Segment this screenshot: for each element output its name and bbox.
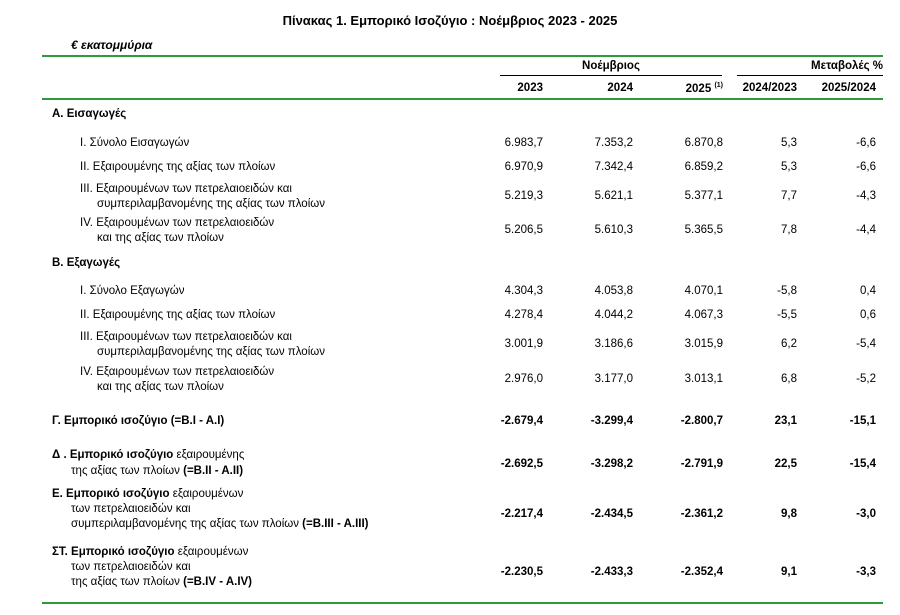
balance-d-change-2024-2023: 22,5 xyxy=(774,458,797,470)
header-bottom-rule xyxy=(42,98,883,100)
imports-row-4-value-2024: 5.610,3 xyxy=(594,224,633,236)
exports-row-3-label-cont: συμπεριλαμβανομένης της αξίας των πλοίων xyxy=(97,346,325,358)
header-top-rule xyxy=(42,55,883,57)
section-imports-title: Α. Εισαγωγές xyxy=(52,108,127,120)
balance-e-label-line3 xyxy=(71,518,369,530)
imports-row-1-value-2025: 6.870,8 xyxy=(684,137,723,149)
balance-st-change-2025-2024: -3,3 xyxy=(856,566,876,578)
imports-row-4-change-2024-2023: 7,8 xyxy=(781,224,797,236)
exports-row-4-label: IV. Εξαιρουμένων των πετρελαιοειδών xyxy=(80,366,275,378)
balance-d-change-2025-2024: -15,4 xyxy=(849,458,876,470)
imports-row-4-value-2025: 5.365,5 xyxy=(684,224,723,236)
exports-row-3-label: III. Εξαιρουμένων των πετρελαιοειδών και xyxy=(80,331,292,343)
balance-st-label-line3-text: της αξίας των πλοίων xyxy=(71,576,184,588)
balance-e-label-line2: των πετρελαιοειδών και xyxy=(71,503,191,515)
imports-row-3-value-2023: 5.219,3 xyxy=(504,190,543,202)
balance-st-label-line2: των πετρελαιοειδών και xyxy=(71,561,191,573)
imports-row-2-value-2025: 6.859,2 xyxy=(684,161,723,173)
exports-row-4-change-2024-2023: 6,8 xyxy=(781,373,797,385)
header-col-2025 xyxy=(660,82,723,95)
header-group-november: Νοέμβριος xyxy=(582,60,640,72)
imports-row-1-label: I. Σύνολο Εισαγωγών xyxy=(80,137,190,149)
table-bottom-rule xyxy=(42,602,883,604)
balance-st-label-bold: ΣΤ. Εμπορικό ισοζύγιο xyxy=(52,546,175,558)
balance-e-label-rest: εξαιρουμένων xyxy=(169,488,244,500)
exports-row-2-value-2023: 4.278,4 xyxy=(504,309,543,321)
balance-st-formula: (=Β.IV - A.IV) xyxy=(183,576,253,588)
balance-e-label-line3-text: συμπεριλαμβανομένης της αξίας των πλοίων xyxy=(71,518,303,530)
exports-row-4-value-2025: 3.013,1 xyxy=(684,373,723,385)
imports-row-1-change-2024-2023: 5,3 xyxy=(781,137,797,149)
exports-row-2-change-2025-2024: 0,6 xyxy=(860,309,876,321)
balance-d-label-rest: εξαιρουμένης xyxy=(173,449,245,461)
balance-g-value-2025: -2.800,7 xyxy=(680,415,723,427)
exports-row-3-value-2025: 3.015,9 xyxy=(684,338,723,350)
imports-row-3-change-2024-2023: 7,7 xyxy=(781,190,797,202)
balance-e-label-bold: Ε. Εμπορικό ισοζύγιο xyxy=(52,488,170,500)
exports-row-4-label-cont: και της αξίας των πλοίων xyxy=(97,381,224,393)
balance-d-value-2025: -2.791,9 xyxy=(680,458,723,470)
imports-row-4-change-2025-2024: -4,4 xyxy=(856,224,876,236)
exports-row-3-change-2025-2024: -5,4 xyxy=(856,338,876,350)
balance-e-label xyxy=(52,488,243,500)
balance-g-label: Γ. Εμπορικό ισοζύγιο (=Β.Ι - Α.Ι) xyxy=(52,415,225,427)
group1-underline xyxy=(500,75,722,76)
imports-row-3-label-cont: συμπεριλαμβανομένης της αξίας των πλοίων xyxy=(97,198,325,210)
imports-row-1-value-2023: 6.983,7 xyxy=(504,137,543,149)
exports-row-1-label: I. Σύνολο Εξαγωγών xyxy=(80,285,185,297)
exports-row-4-change-2025-2024: -5,2 xyxy=(856,373,876,385)
header-col-2023: 2023 xyxy=(517,82,543,94)
balance-st-label-rest: εξαιρουμένων xyxy=(174,546,249,558)
exports-row-3-value-2023: 3.001,9 xyxy=(504,338,543,350)
imports-row-1-change-2025-2024: -6,6 xyxy=(856,137,876,149)
imports-row-2-value-2024: 7.342,4 xyxy=(594,161,633,173)
imports-row-3-change-2025-2024: -4,3 xyxy=(856,190,876,202)
exports-row-1-change-2024-2023: -5,8 xyxy=(777,285,797,297)
balance-st-change-2024-2023: 9,1 xyxy=(781,566,797,578)
imports-row-3-label: III. Εξαιρουμένων των πετρελαιοειδών και xyxy=(80,183,292,195)
table-title: Πίνακας 1. Εμπορικό Ισοζύγιο : Νοέμβριος 2023 - 2025 xyxy=(282,13,618,28)
balance-g-change-2025-2024: -15,1 xyxy=(849,415,876,427)
unit-label: € εκατομμύρια xyxy=(71,38,153,52)
balance-e-value-2024: -2.434,5 xyxy=(590,508,633,520)
exports-row-1-value-2025: 4.070,1 xyxy=(684,285,723,297)
balance-d-value-2023: -2.692,5 xyxy=(500,458,543,470)
exports-row-3-change-2024-2023: 6,2 xyxy=(781,338,797,350)
header-col-change-2024: 2024/2023 xyxy=(742,82,797,94)
imports-row-1-value-2024: 7.353,2 xyxy=(594,137,633,149)
balance-d-label-bold: Δ . Εμπορικό ισοζύγιο xyxy=(52,449,174,461)
imports-row-4-label: IV. Εξαιρουμένων των πετρελαιοειδών xyxy=(80,217,275,229)
exports-row-4-value-2024: 3.177,0 xyxy=(594,373,633,385)
balance-e-value-2023: -2.217,4 xyxy=(500,508,543,520)
balance-e-value-2025: -2.361,2 xyxy=(680,508,723,520)
imports-row-2-change-2025-2024: -6,6 xyxy=(856,161,876,173)
exports-row-2-label: II. Εξαιρουμένης της αξίας των πλοίων xyxy=(80,309,276,321)
balance-g-change-2024-2023: 23,1 xyxy=(774,415,797,427)
balance-st-label-line3 xyxy=(71,576,252,588)
balance-st-label xyxy=(52,546,248,558)
header-group-changes: Μεταβολές % xyxy=(811,60,883,72)
balance-g-value-2024: -3.299,4 xyxy=(590,415,633,427)
header-col-2025-year: 2025 xyxy=(685,82,712,95)
exports-row-2-value-2024: 4.044,2 xyxy=(594,309,633,321)
header-col-2024: 2024 xyxy=(607,82,633,94)
imports-row-3-value-2024: 5.621,1 xyxy=(594,190,633,202)
balance-st-value-2025: -2.352,4 xyxy=(680,566,723,578)
imports-row-4-label-cont: και της αξίας των πλοίων xyxy=(97,232,224,244)
balance-d-formula: (=Β.ΙΙ - Α.ΙΙ) xyxy=(183,465,244,477)
imports-row-2-label: II. Εξαιρουμένης της αξίας των πλοίων xyxy=(80,161,276,173)
exports-row-2-change-2024-2023: -5,5 xyxy=(777,309,797,321)
balance-st-value-2024: -2.433,3 xyxy=(590,566,633,578)
balance-e-change-2025-2024: -3,0 xyxy=(856,508,876,520)
exports-row-1-value-2024: 4.053,8 xyxy=(594,285,633,297)
exports-row-2-value-2025: 4.067,3 xyxy=(684,309,723,321)
exports-row-4-value-2023: 2.976,0 xyxy=(504,373,543,385)
section-exports-title: Β. Εξαγωγές xyxy=(52,257,121,269)
imports-row-3-value-2025: 5.377,1 xyxy=(684,190,723,202)
exports-row-1-value-2023: 4.304,3 xyxy=(504,285,543,297)
imports-row-2-value-2023: 6.970,9 xyxy=(504,161,543,173)
imports-row-4-value-2023: 5.206,5 xyxy=(504,224,543,236)
group2-underline xyxy=(737,75,883,76)
balance-e-formula: (=Β.ΙΙΙ - Α.ΙΙΙ) xyxy=(302,518,369,530)
balance-e-change-2024-2023: 9,8 xyxy=(781,508,797,520)
exports-row-3-value-2024: 3.186,6 xyxy=(594,338,633,350)
balance-d-label-cont-text: της αξίας των πλοίων xyxy=(71,465,184,477)
header-col-2025-footnote: (1) xyxy=(714,82,723,89)
balance-st-value-2023: -2.230,5 xyxy=(500,566,543,578)
balance-d-value-2024: -3.298,2 xyxy=(590,458,633,470)
balance-g-value-2023: -2.679,4 xyxy=(500,415,543,427)
imports-row-2-change-2024-2023: 5,3 xyxy=(781,161,797,173)
balance-d-label xyxy=(52,449,244,461)
balance-d-label-cont xyxy=(71,465,243,477)
header-col-change-2025: 2025/2024 xyxy=(821,82,876,94)
exports-row-1-change-2025-2024: 0,4 xyxy=(860,285,876,297)
